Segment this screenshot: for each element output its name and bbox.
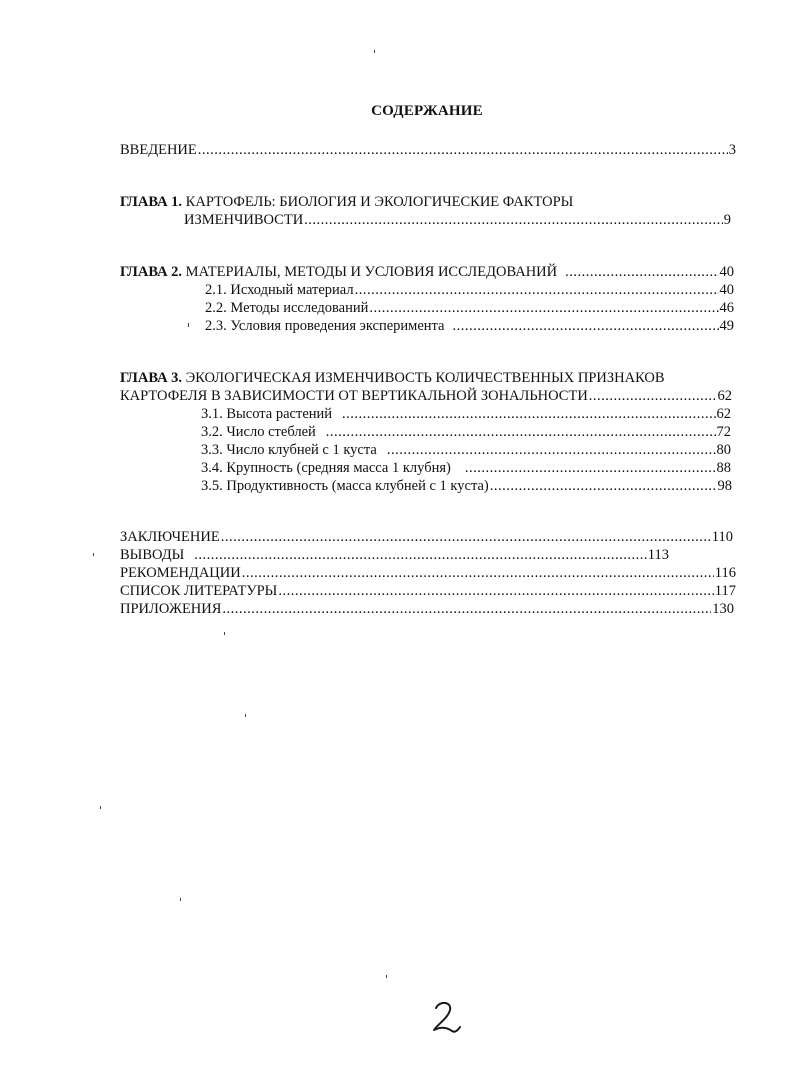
leader-dots (387, 441, 716, 459)
leader-dots (304, 211, 723, 229)
toc-entry-page: 49 (719, 318, 734, 334)
toc-entry-label: 3.4. Крупность (средняя масса 1 клубня) (201, 460, 451, 476)
chapter-1-heading (120, 193, 573, 211)
toc-entry-page: 72 (716, 424, 731, 440)
toc-entry-page: 98 (717, 478, 732, 494)
toc-entry-label: 3.2. Число стеблей (201, 424, 316, 440)
chapter-2-title: МАТЕРИАЛЫ, МЕТОДЫ И УСЛОВИЯ ИССЛЕДОВАНИЙ (182, 264, 558, 280)
toc-entry-page: 9 (723, 212, 731, 228)
chapter-2-entry (120, 263, 734, 281)
leader-dots (221, 528, 711, 546)
leader-dots (589, 387, 717, 405)
leader-dots (465, 459, 716, 477)
toc-entry-label: 2.1. Исходный материал (205, 282, 354, 298)
toc-section-3-5 (201, 477, 732, 495)
toc-entry-label: ВЫВОДЫ (120, 547, 185, 563)
toc-entry-page: 46 (719, 300, 734, 316)
chapter-3-title-line1: ЭКОЛОГИЧЕСКАЯ ИЗМЕНЧИВОСТЬ КОЛИЧЕСТВЕННЫХ ПРИЗНАКОВ (182, 370, 665, 386)
chapter-1-entry (184, 211, 731, 229)
leader-dots (342, 405, 715, 423)
toc-entry-page: 62 (716, 406, 731, 422)
toc-entry-recommendations (120, 564, 736, 582)
chapter-3-entry (120, 387, 732, 405)
leader-dots (565, 263, 718, 281)
toc-entry-label: 2.3. Условия проведения эксперимента (205, 318, 445, 334)
leader-dots (194, 546, 647, 564)
chapter-1-title-line2: ИЗМЕНЧИВОСТИ (184, 212, 304, 228)
toc-section-3-2 (201, 423, 731, 441)
handwritten-page-number-icon (430, 1000, 462, 1034)
toc-entry-label: 3.5. Продуктивность (масса клубней с 1 куста) (201, 478, 489, 494)
toc-section-2-3 (205, 317, 734, 335)
chapter-3-heading (120, 369, 665, 387)
toc-section-3-4 (201, 459, 731, 477)
toc-entry-label: РЕКОМЕНДАЦИИ (120, 565, 241, 581)
toc-entry-appendices (120, 600, 734, 618)
chapter-1-title-line1: КАРТОФЕЛЬ: БИОЛОГИЯ И ЭКОЛОГИЧЕСКИЕ ФАКТОРЫ (182, 194, 574, 210)
toc-entry-references (120, 582, 736, 600)
leader-dots (222, 600, 711, 618)
page-title: СОДЕРЖАНИЕ (371, 103, 483, 119)
toc-entry-label: ВВЕДЕНИЕ (120, 142, 197, 158)
toc-entry-intro (120, 141, 736, 159)
toc-entry-page: 62 (717, 388, 732, 404)
toc-entry-page: 80 (716, 442, 731, 458)
toc-entry-page: 40 (719, 264, 734, 280)
leader-dots (452, 317, 718, 335)
scan-speck (93, 553, 94, 556)
toc-section-3-3 (201, 441, 731, 459)
leader-dots (355, 281, 719, 299)
toc-entry-page: 40 (719, 282, 734, 298)
leader-dots (326, 423, 716, 441)
chapter-1-prefix: ГЛАВА 1. (120, 194, 183, 210)
toc-entry-page: 113 (647, 547, 669, 563)
leader-dots (198, 141, 728, 159)
toc-entry-label: ПРИЛОЖЕНИЯ (120, 601, 222, 617)
toc-entry-label: 3.1. Высота растений (201, 406, 333, 422)
scan-speck (245, 714, 246, 717)
toc-entry-page: 88 (716, 460, 731, 476)
scan-speck (188, 323, 189, 327)
toc-entry-page: 116 (714, 565, 736, 581)
toc-entry-label: 3.3. Число клубней с 1 куста (201, 442, 377, 458)
leader-dots (242, 564, 714, 582)
scan-speck (386, 975, 387, 978)
scan-speck (224, 632, 225, 635)
scan-speck (374, 50, 375, 53)
toc-entry-page: 130 (712, 601, 734, 617)
toc-section-2-1 (205, 281, 734, 299)
scan-speck (180, 898, 181, 901)
chapter-3-title-line2: КАРТОФЕЛЯ В ЗАВИСИМОСТИ ОТ ВЕРТИКАЛЬНОЙ ЗОНАЛЬНОСТИ (120, 388, 588, 404)
toc-entry-label: СПИСОК ЛИТЕРАТУРЫ (120, 583, 278, 599)
leader-dots (369, 299, 718, 317)
chapter-3-prefix: ГЛАВА 3. (120, 370, 183, 386)
toc-entry-conclusion (120, 528, 733, 546)
toc-entry-page: 117 (714, 583, 736, 599)
toc-section-2-2 (205, 299, 734, 317)
toc-entry-page: 3 (728, 142, 736, 158)
leader-dots (278, 582, 713, 600)
scan-speck (100, 806, 101, 809)
toc-entry-label: ЗАКЛЮЧЕНИЕ (120, 529, 220, 545)
chapter-2-heading (120, 263, 557, 281)
chapter-2-prefix: ГЛАВА 2. (120, 264, 183, 280)
toc-entry-findings (120, 546, 669, 564)
leader-dots (490, 477, 717, 495)
toc-entry-label: 2.2. Методы исследований (205, 300, 369, 316)
toc-entry-page: 110 (711, 529, 733, 545)
toc-section-3-1 (201, 405, 731, 423)
